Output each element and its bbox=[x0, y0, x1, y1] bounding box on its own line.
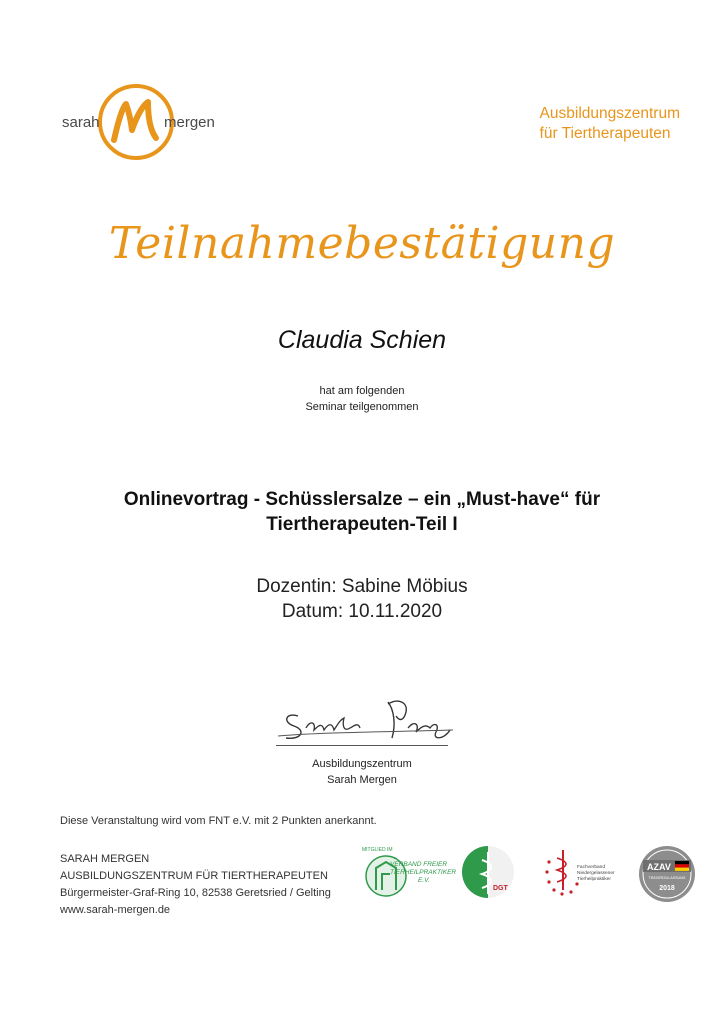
azav-seal bbox=[637, 844, 697, 904]
fnt-membership-text: MITGLIED IM bbox=[362, 847, 393, 853]
azav-title: AZAV bbox=[647, 862, 671, 872]
seminar-title bbox=[0, 487, 724, 537]
accreditation-note: Diese Veranstaltung wird vom FNT e.V. mit 2 Punkten anerkannt. bbox=[60, 815, 377, 827]
signature-line-2: Sarah Mergen bbox=[327, 774, 397, 786]
footer-address bbox=[60, 851, 331, 919]
footer-line-3: Bürgermeister-Graf-Ring 10, 82538 Geretsried / Gelting bbox=[60, 887, 331, 899]
azav-subtitle: TRÄGERZULASSUNG bbox=[648, 876, 686, 880]
intro-line-1: hat am folgenden bbox=[319, 385, 405, 397]
seminar-date: Datum: 10.11.2020 bbox=[281, 601, 443, 622]
seminar-line-2: Tiertherapeuten-Teil I bbox=[266, 514, 458, 535]
lecturer: Dozentin: Sabine Möbius bbox=[256, 576, 468, 597]
participant-name: Claudia Schien bbox=[277, 326, 447, 354]
signature-image bbox=[268, 692, 458, 746]
logo-text-sarah: sarah bbox=[62, 114, 100, 131]
fachverband-logo bbox=[541, 844, 629, 900]
signature-line bbox=[276, 745, 448, 746]
seminar-details bbox=[0, 574, 724, 624]
fnt-line-3: E.V. bbox=[418, 877, 430, 884]
dgt-logo bbox=[460, 844, 516, 900]
organization-name bbox=[540, 104, 680, 144]
fnt-line-2: TIERHEILPRAKTIKER bbox=[390, 869, 457, 876]
seminar-line-1: Onlinevortrag - Schüsslersalze – ein „Must-have“ für bbox=[123, 489, 601, 510]
organization-line-2: für Tiertherapeuten bbox=[539, 125, 671, 142]
footer-line-2: AUSBILDUNGSZENTRUM FÜR TIERTHERAPEUTEN bbox=[60, 870, 328, 882]
organization-line-1: Ausbildungszentrum bbox=[539, 105, 680, 122]
signature-caption bbox=[0, 756, 724, 788]
fachverband-line-3: Tierheilpraktiker bbox=[577, 877, 611, 882]
intro-text bbox=[0, 383, 724, 415]
certificate-title: Teilnahmebestätigung bbox=[108, 218, 616, 269]
footer-line-1: SARAH MERGEN bbox=[60, 853, 150, 865]
fnt-membership-logo bbox=[360, 844, 457, 900]
logo-text-mergen: mergen bbox=[164, 114, 215, 131]
signature-line-1: Ausbildungszentrum bbox=[312, 758, 412, 770]
azav-year: 2018 bbox=[659, 885, 675, 892]
footer-website: www.sarah-mergen.de bbox=[60, 904, 171, 916]
fnt-line-1: VERBAND FREIER bbox=[390, 861, 448, 868]
fachverband-line-2: Niedergelassener bbox=[577, 871, 615, 876]
fachverband-line-1: Fachverband bbox=[577, 865, 605, 870]
logo bbox=[60, 80, 220, 170]
dgt-text: DGT bbox=[493, 885, 508, 892]
intro-line-2: Seminar teilgenommen bbox=[305, 401, 419, 413]
